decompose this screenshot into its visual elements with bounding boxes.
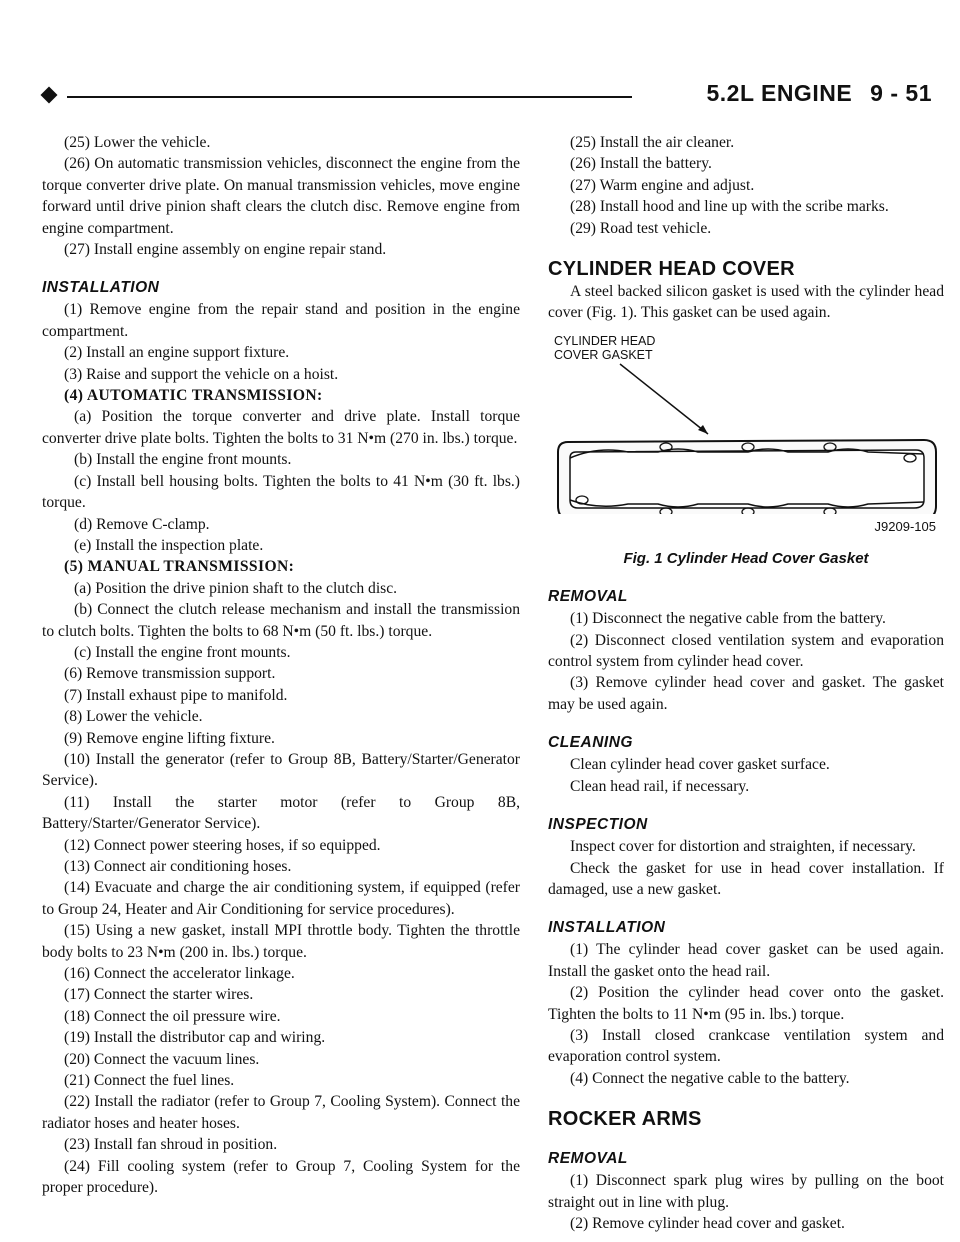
cleaning-heading: CLEANING	[548, 734, 633, 752]
removal-step-2: (2) Disconnect closed ventilation system and evaporation control system from cylinder head cover.	[548, 631, 944, 671]
cleaning-line-1: Clean cylinder head cover gasket surface.	[570, 756, 830, 774]
step-25-air-cleaner: (25) Install the air cleaner.	[570, 134, 735, 151]
install-step-20: (20) Connect the vacuum lines.	[64, 1050, 260, 1068]
install-step-10: (10) Install the generator (refer to Group 8B, Battery/Starter/Generator Service).	[42, 750, 520, 790]
cover-install-step-4: (4) Connect the negative cable to the battery.	[570, 1069, 850, 1087]
step-28-hood: (28) Install hood and line up with the scribe marks.	[570, 198, 889, 216]
removal-step-1: (1) Disconnect the negative cable from the battery.	[570, 610, 886, 628]
install-step-13: (13) Connect air conditioning hoses.	[64, 858, 292, 875]
install-step-3: (3) Raise and support the vehicle on a hoist.	[64, 365, 339, 383]
install-step-17: (17) Connect the starter wires.	[64, 986, 254, 1004]
rocker-removal-step-1: (1) Disconnect spark plug wires by pulling on the boot straight out in line with plug.	[548, 1172, 944, 1211]
left-column	[42, 132, 520, 1199]
install-step-4c: (c) Install bell housing bolts. Tighten the bolts to 41 N•m (30 ft. lbs.) torque.	[42, 472, 520, 512]
step-27-warm-engine: (27) Warm engine and adjust.	[570, 176, 755, 194]
install-step-4: (4) AUTOMATIC TRANSMISSION:	[64, 387, 323, 405]
page-header	[43, 80, 932, 114]
install-step-4d: (d) Remove C-clamp.	[74, 515, 210, 533]
cylinder-head-cover-intro: A steel backed silicon gasket is used with the cylinder head cover (Fig. 1). This gasket can be used again.	[548, 283, 944, 322]
install-step-2: (2) Install an engine support fixture.	[64, 344, 290, 362]
install-step-4e: (e) Install the inspection plate.	[74, 536, 264, 554]
install-step-1: (1) Remove engine from the repair stand and position in the engine compartment.	[42, 301, 520, 340]
install-step-15: (15) Using a new gasket, install MPI throttle body. Tighten the throttle body bolts to 23 N•m (200 in. lbs.) torque.	[42, 922, 520, 961]
cylinder-head-cover-heading: CYLINDER HEAD COVER	[548, 258, 795, 281]
header-title	[706, 80, 932, 107]
install-step-19: (19) Install the distributor cap and wiring.	[64, 1029, 326, 1047]
inspection-line-1: Inspect cover for distortion and straighten, if necessary.	[570, 838, 916, 856]
install-step-5c: (c) Install the engine front mounts.	[74, 643, 291, 661]
install-step-12: (12) Connect power steering hoses, if so equipped.	[64, 836, 381, 854]
header-rule	[67, 96, 632, 98]
figure-id: J9209-105	[874, 518, 936, 534]
removal-step-3: (3) Remove cylinder head cover and gasket. The gasket may be used again.	[548, 674, 944, 713]
install-step-5b: (b) Connect the clutch release mechanism and install the transmission to clutch bolts. Tighten the bolts to 68 N•m (50 ft. lbs.) torque.	[42, 601, 520, 640]
removal-heading: REMOVAL	[548, 588, 628, 606]
rocker-removal-step-2: (2) Remove cylinder head cover and gasket.	[570, 1214, 845, 1232]
install-step-23: (23) Install fan shroud in position.	[64, 1136, 278, 1154]
callout-line-2: COVER GASKET	[554, 347, 653, 362]
install-step-7: (7) Install exhaust pipe to manifold.	[64, 686, 288, 704]
install-step-9: (9) Remove engine lifting fixture.	[64, 729, 275, 747]
install-step-5a: (a) Position the drive pinion shaft to the clutch disc.	[74, 579, 398, 597]
install-step-18: (18) Connect the oil pressure wire.	[64, 1007, 281, 1025]
gasket-figure	[548, 334, 944, 542]
inspection-line-2: Check the gasket for use in head cover installation. If damaged, use a new gasket.	[548, 859, 944, 898]
callout-line-1: CYLINDER HEAD	[554, 333, 656, 348]
install-step-4b: (b) Install the engine front mounts.	[74, 451, 292, 469]
page-number: 9 - 51	[870, 80, 932, 106]
step-27-install: (27) Install engine assembly on engine repair stand.	[64, 241, 387, 259]
install-step-16: (16) Connect the accelerator linkage.	[64, 965, 295, 983]
install-step-6: (6) Remove transmission support.	[64, 665, 276, 683]
install-step-5: (5) MANUAL TRANSMISSION:	[64, 558, 295, 576]
rocker-arms-heading: ROCKER ARMS	[548, 1108, 702, 1131]
figure-caption: Fig. 1 Cylinder Head Cover Gasket	[623, 549, 869, 567]
step-29-road-test: (29) Road test vehicle.	[570, 219, 712, 237]
install-step-24: (24) Fill cooling system (refer to Group 7, Cooling System for the proper procedure).	[42, 1157, 520, 1197]
install-step-22: (22) Install the radiator (refer to Group 7, Cooling System). Connect the radiator hoses and heater hoses.	[42, 1093, 520, 1132]
cover-install-step-1: (1) The cylinder head cover gasket can be used again. Install the gasket onto the head rail.	[548, 941, 944, 980]
step-26-battery: (26) Install the battery.	[570, 155, 712, 173]
cover-install-step-3: (3) Install closed crankcase ventilation system and evaporation control system.	[548, 1026, 944, 1066]
cleaning-line-2: Clean head rail, if necessary.	[570, 777, 750, 795]
section-title: 5.2L ENGINE	[706, 80, 853, 106]
cover-installation-heading: INSTALLATION	[548, 919, 666, 937]
install-step-21: (21) Connect the fuel lines.	[64, 1072, 235, 1090]
diamond-icon	[41, 87, 58, 104]
step-25-lower: (25) Lower the vehicle.	[64, 134, 211, 151]
rocker-removal-heading: REMOVAL	[548, 1150, 628, 1168]
install-step-14: (14) Evacuate and charge the air conditioning system, if equipped (refer to Group 24, Heater and Air Conditioning for service procedures).	[42, 879, 520, 918]
right-column	[548, 132, 944, 1234]
inspection-heading: INSPECTION	[548, 816, 648, 834]
step-26-disconnect: (26) On automatic transmission vehicles, disconnect the engine from the torque converter drive plate. On manual transmission vehicles, move engine forward until drive pinion shaft clears the clutch disc. Remove engine from engine compartment.	[42, 155, 520, 237]
install-step-11: (11) Install the starter motor (refer to Group 8B, Battery/Starter/Generator Service).	[42, 793, 520, 833]
installation-heading: INSTALLATION	[42, 279, 160, 297]
install-step-4a: (a) Position the torque converter and drive plate. Install torque converter drive plate bolts. Tighten the bolts to 31 N•m (270 in. lbs.) torque.	[42, 408, 520, 447]
install-step-8: (8) Lower the vehicle.	[64, 708, 203, 726]
cover-install-step-2: (2) Position the cylinder head cover onto the gasket. Tighten the bolts to 11 N•m (95 in. lbs.) torque.	[548, 984, 944, 1023]
gasket-callout-label	[554, 334, 655, 362]
